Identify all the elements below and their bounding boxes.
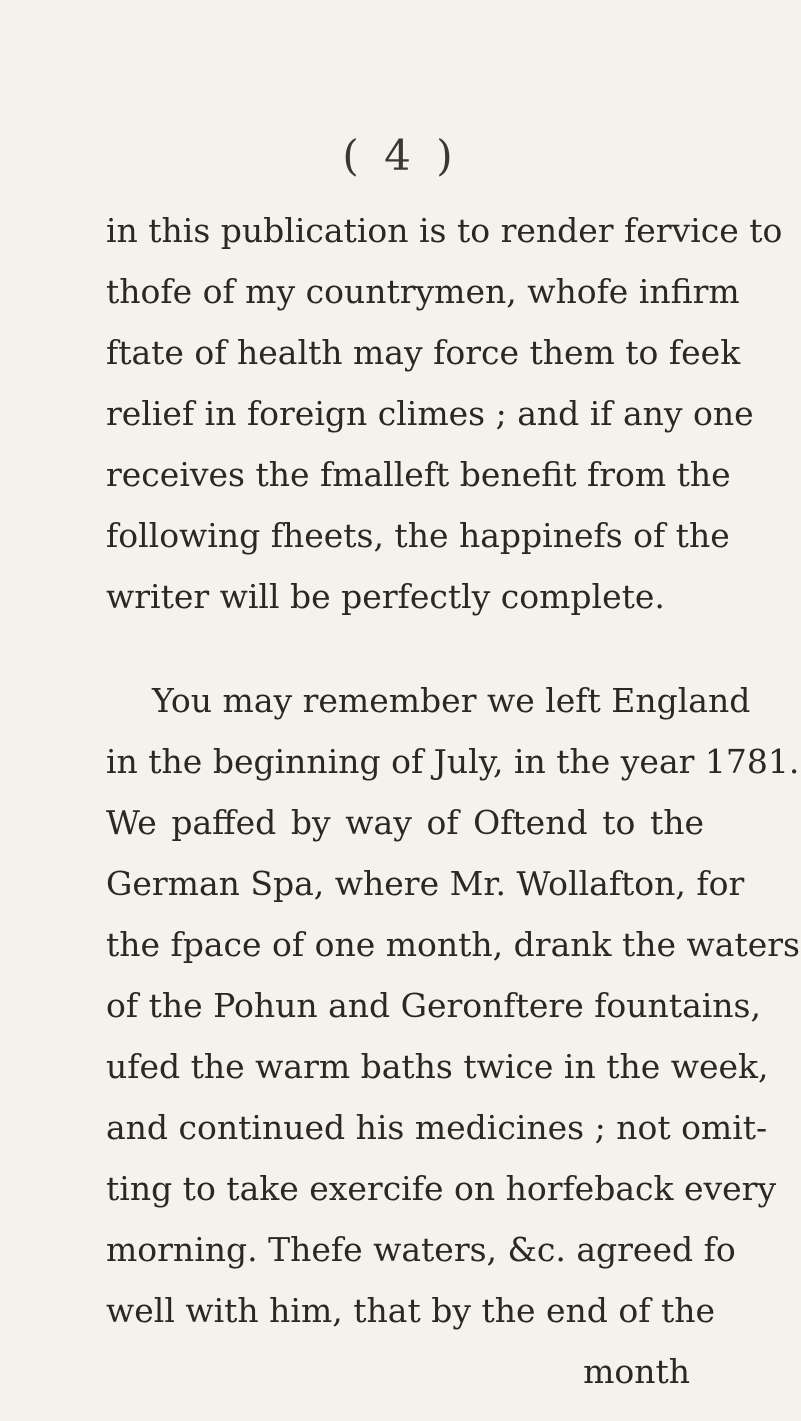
text-line: German Spa, where Mr. Wollafton, for	[106, 864, 745, 903]
paragraph-spacer	[106, 627, 704, 670]
text-line: receives the fmalleft benefit from the	[106, 455, 731, 494]
text-line: of the Pohun and Geronftere fountains,	[106, 986, 761, 1025]
paragraph	[106, 670, 800, 1341]
text-line: relief in foreign climes ; and if any one	[106, 394, 754, 433]
text-line: You may remember we left England	[152, 681, 751, 720]
text-line: morning. Thefe waters, &c. agreed fo	[106, 1230, 736, 1269]
text-line: in the beginning of July, in the year 1781.	[106, 742, 800, 781]
text-line: and continued his medicines ; not omit-	[106, 1108, 768, 1147]
text-line: thofe of my countrymen, whofe infirm	[106, 272, 740, 311]
text-line: well with him, that by the end of the	[106, 1291, 716, 1330]
text-line: ting to take exercife on horfeback every	[106, 1169, 777, 1208]
text-line: writer will be perfectly complete.	[106, 577, 665, 616]
text-line: ftate of health may force them to feek	[106, 333, 741, 372]
page-number: ( 4 )	[342, 131, 459, 180]
text-line: following fheets, the happinefs of the	[106, 516, 730, 555]
text-line: the fpace of one month, drank the waters	[106, 925, 800, 964]
text-line: ufed the warm baths twice in the week,	[106, 1047, 769, 1086]
catchword: month	[583, 1352, 690, 1391]
text-line: in this publication is to render fervice to	[106, 211, 783, 250]
body-text	[106, 200, 800, 1402]
paragraph	[106, 200, 783, 627]
text-line: We paffed by way of Oftend to the	[106, 803, 704, 842]
